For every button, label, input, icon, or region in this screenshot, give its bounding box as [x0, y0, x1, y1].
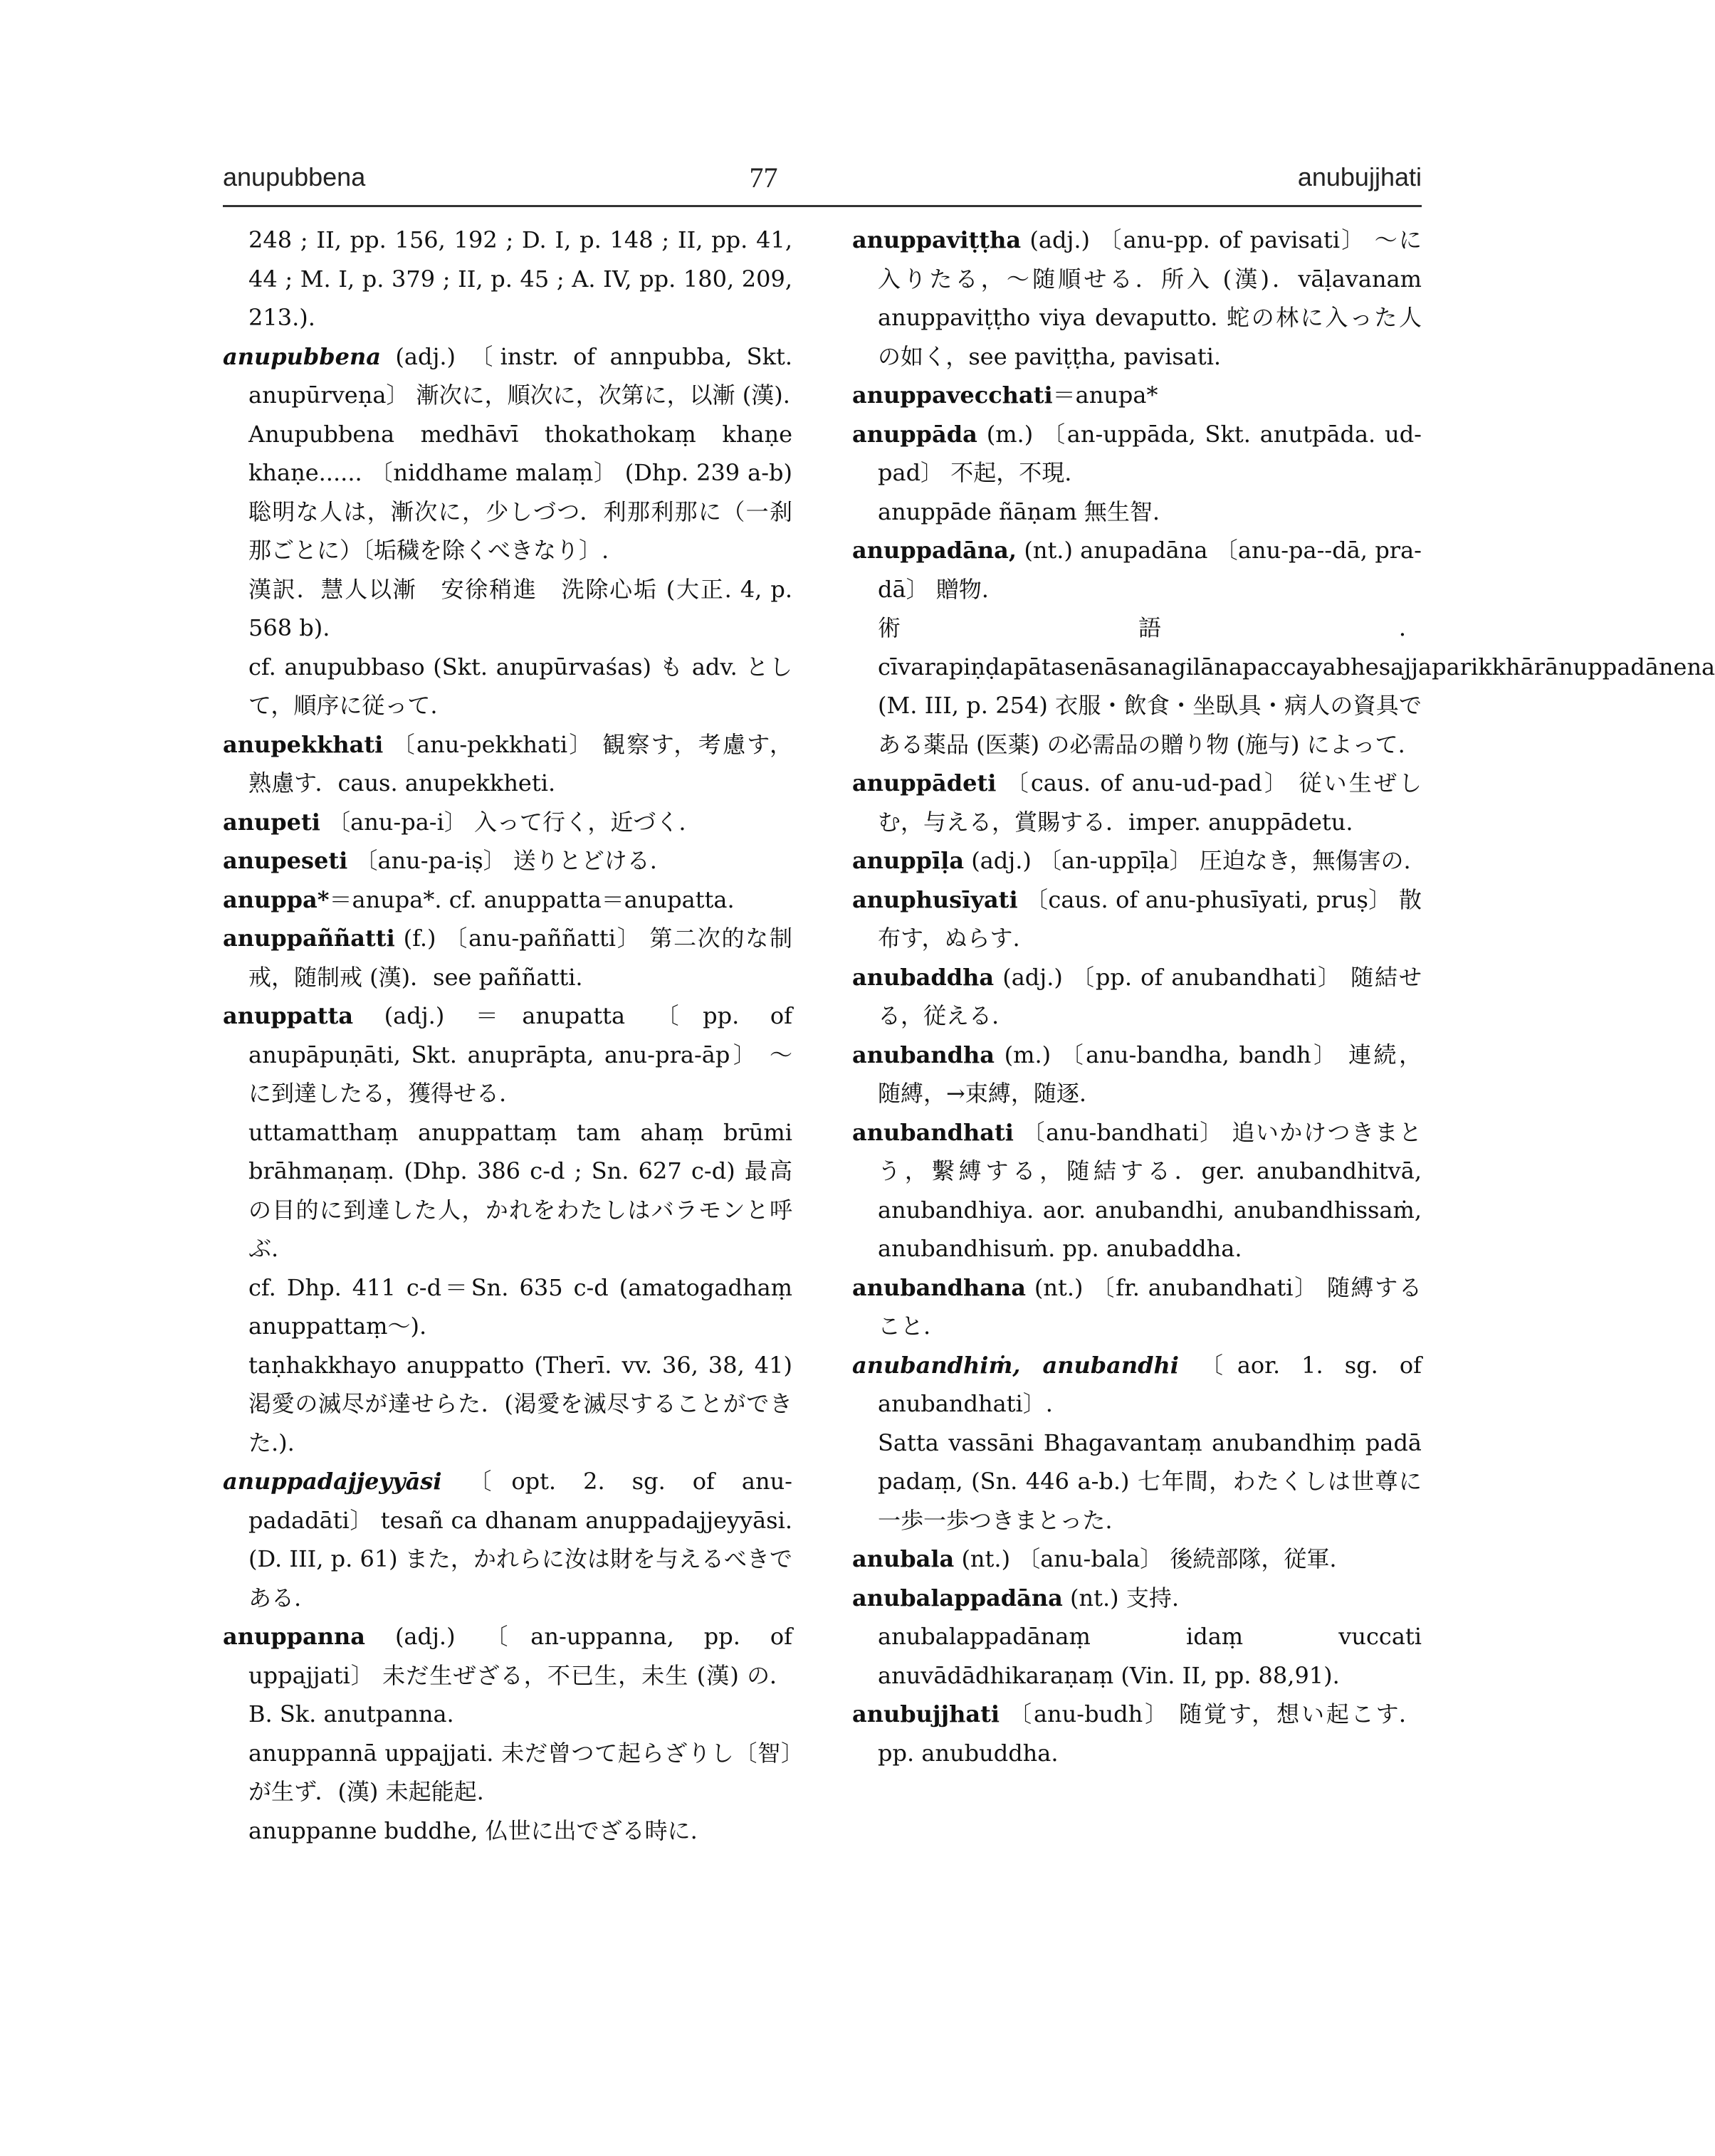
entry-headword: anuppaviṭṭha: [852, 226, 1022, 253]
entry-definition: 〔anu-budh〕 随覚す，想い起こす．pp. anubuddha.: [878, 1700, 1422, 1767]
entry-definition: 〔anu-bandhati〕 追いかけつきまとう，繫縛する，随結する．ger. anubandhitvā, anubandhiya. aor. anubandhi, anubandhissaṁ, anubandhisuṁ. pp. anubaddha.: [878, 1118, 1422, 1262]
entry-headword: anupeseti: [223, 847, 348, 874]
entry-definition: 〔anu-pekkhati〕 観察す，考慮す，熟慮す．caus. anupekkheti.: [248, 730, 792, 796]
entry-headword: anuppavecchati: [852, 382, 1053, 409]
entry-continuation: anubalappadānaṃ idaṃ vuccati anuvādādhikaraṇaṃ (Vin. II, pp. 88,91).: [878, 1623, 1422, 1689]
entry-headword: anuphusīyati: [852, 885, 1018, 913]
dictionary-entry: [223, 1462, 792, 1617]
entry-definition: (adj.) 〔instr. of annpubba, Skt. anupūrveṇa〕 漸次に，順次に，次第に，以漸 (漢).: [248, 342, 792, 409]
dictionary-entry: [223, 337, 792, 415]
dictionary-entry: [852, 1268, 1422, 1346]
entry-headword: anupeti: [223, 808, 320, 836]
entry-definition: ＝anupa*: [1052, 382, 1158, 409]
entry-definition: (nt.) 〔anu-bala〕 後続部隊，従軍.: [954, 1545, 1337, 1572]
entry-continuation: 漢訳．慧人以漸 安徐稍進 洗除心垢 (大正. 4, p. 568 b).: [248, 575, 792, 641]
dictionary-entry: [852, 880, 1422, 958]
entry-headword: anuppa*: [223, 885, 330, 913]
entry-definition: (adj.) ＝anupatta 〔pp. of anupāpuṇāti, Skt. anuprāpta, anu-pra-āp〕 〜に到達したる，獲得せる.: [248, 1002, 792, 1107]
dictionary-entry: [223, 880, 792, 920]
dictionary-entry: [852, 958, 1422, 1036]
entry-headword: anubandhati: [852, 1118, 1014, 1146]
entry-definition: (nt.) 〔fr. anubandhati〕 随縛すること.: [878, 1273, 1422, 1340]
entry-continuation: cf. Dhp. 411 c-d＝Sn. 635 c-d (amatogadhaṃ anuppattaṃ〜).: [248, 1273, 792, 1340]
entry-continuation: Anupubbena medhāvī thokathokaṃ khaṇe khaṇe...... 〔niddhame malaṃ〕 (Dhp. 239 a-b) 聡明な人は，漸次に，少しづつ．利那利那に（一刹那ごとに）〔垢穢を除くべきなり〕.: [248, 420, 792, 564]
entry-headword: anubala: [852, 1545, 955, 1572]
dictionary-entry: [223, 803, 792, 842]
dictionary-entry: [852, 841, 1422, 880]
entry-headword: anuppīḷa: [852, 847, 965, 874]
entry-headword: anubandhana: [852, 1273, 1027, 1301]
entry-definition: (adj.) 〔pp. of anubandhati〕 随結せる，従える.: [878, 963, 1422, 1029]
entry-continuation: anuppāde ñāṇam 無生智.: [878, 498, 1160, 525]
entry-definition: (adj.) 〔an-uppīḷa〕 圧迫なき，無傷害の.: [964, 847, 1411, 874]
entry-headword: anuppadajjeyyāsi: [223, 1468, 442, 1495]
entry-headword: anuppaññatti: [223, 925, 395, 952]
entry-definition: (adj.) 〔anu-pp. of pavisati〕 〜に入りたる，〜随順せる．所入 (漢)．vāḷavanam anuppaviṭṭho viya devaputto. 蛇の林に入った人の如く，see paviṭṭha, pavisati.: [878, 226, 1422, 370]
entry-headword: anubalappadāna: [852, 1584, 1063, 1611]
entry-continuation: uttamatthaṃ anuppattaṃ tam ahaṃ brūmi brāhmaṇaṃ. (Dhp. 386 c-d ; Sn. 627 c-d) 最高の目的に到達した人，かれをわたしはバラモンと呼ぶ.: [248, 1118, 792, 1262]
dictionary-entry: [852, 1113, 1422, 1268]
entry-headword: anuppadāna,: [852, 537, 1017, 564]
entry-headword: anupekkhati: [223, 730, 384, 758]
entry-headword: anuppāda: [852, 420, 977, 448]
entry-definition: 〔aor. 1. sg. of anubandhati〕.: [878, 1351, 1422, 1417]
entry-headword: anuppatta: [223, 1002, 354, 1029]
entry-definition: (m.) 〔anu-bandha, bandh〕 連続，随縛，→束縛，随逐.: [878, 1041, 1422, 1107]
entry-continuation: cf. anupubbaso (Skt. anupūrvaśas) も adv. として，順序に従って.: [248, 653, 792, 719]
entry-headword: anubandhiṁ, anubandhi: [852, 1351, 1179, 1379]
entry-headword: anuppādeti: [852, 769, 997, 796]
entry-definition: (nt.) anupadāna 〔anu-pa--dā, pra-dā〕 贈物.: [878, 537, 1422, 603]
entry-definition: 〔anu-pa-i〕 入って行く，近づく.: [320, 808, 686, 836]
entry-continuation: Satta vassāni Bhagavantaṃ anubandhiṃ padā padaṃ, (Sn. 446 a-b.) 七年間，わたくしは世尊に一歩一歩つきまとった.: [878, 1429, 1422, 1534]
dictionary-entry: [223, 919, 792, 997]
entry-headword: anubaddha: [852, 963, 995, 991]
entry-definition: 〔anu-pa-iṣ〕 送りとどける.: [347, 847, 657, 874]
dictionary-entry: [852, 1036, 1422, 1113]
entry-definition: 〔caus. of anu-ud-pad〕 従い生ぜしむ，与える，賞賜する．imper. anuppādetu.: [878, 769, 1422, 836]
entry-definition: (adj.) 〔an-uppanna, pp. of uppajjati〕 未だ生ぜざる，不已生，未生 (漢) の．B. Sk. anutpanna.: [248, 1623, 792, 1728]
dictionary-entry: [223, 841, 792, 880]
entry-headword: anubujjhati: [852, 1700, 1000, 1728]
right-column: [852, 221, 1715, 1772]
dictionary-entry: [852, 1540, 1422, 1579]
entry-continuation: 術語．cīvarapiṇḍapātasenāsanagilānapaccayabhesajjaparikkhārānuppadānena (M. III, p. 254) 衣服・飲食・坐臥具・病人の資具である薬品 (医薬) の必需品の贈り物 (施与) によって.: [878, 614, 1715, 758]
entry-headword: anupubbena: [223, 342, 382, 370]
entry-definition: 〔opt. 2. sg. of anu-padadāti〕 tesañ ca dhanam anuppadajjeyyāsi. (D. III, p. 61) また，かれらに汝は財を与えるべきである.: [248, 1468, 792, 1611]
entry-definition: (f.) 〔anu-paññatti〕 第二次的な制戒，随制戒 (漢)．see paññatti.: [248, 925, 792, 991]
running-head-left: anupubbena: [223, 162, 366, 191]
entry-definition: (m.) 〔an-uppāda, Skt. anutpāda. ud-pad〕 不起，不現.: [878, 420, 1422, 486]
dictionary-entry: [223, 997, 792, 1113]
dictionary-entry: [852, 415, 1422, 493]
dictionary-entry: [852, 764, 1422, 841]
dictionary-entry: [852, 1579, 1422, 1618]
header-rule: [223, 205, 1422, 207]
left-column: [223, 221, 792, 1850]
entry-continuation: anuppannā uppajjati. 未だ曾つて起らざりし〔智〕が生ず．(漢) 未起能起.: [248, 1739, 792, 1805]
entry-headword: anuppanna: [223, 1623, 366, 1650]
page-number: 77: [749, 162, 778, 194]
running-head-right: anubujjhati: [1297, 162, 1422, 191]
entry-continuation: taṇhakkhayo anuppatto (Therī. vv. 36, 38, 41) 渇愛の滅尽が達せらた．(渇愛を滅尽することができた.).: [248, 1351, 792, 1456]
entry-definition: (nt.) 支持.: [1062, 1584, 1179, 1611]
dictionary-entry: [852, 1346, 1422, 1424]
dictionary-entry: [852, 531, 1422, 609]
dictionary-entry: [223, 1617, 792, 1734]
entry-definition: ＝anupa*. cf. anuppatta＝anupatta.: [329, 885, 735, 913]
dictionary-entry: [852, 376, 1422, 415]
dictionary-entry: [852, 221, 1422, 376]
entry-headword: anubandha: [852, 1041, 995, 1068]
entry-continuation: 248 ; II, pp. 156, 192 ; D. I, p. 148 ; II, pp. 41, 44 ; M. I, p. 379 ; II, p. 45 ; A. IV, pp. 180, 209, 213.).: [248, 226, 792, 331]
entry-continuation: anuppanne buddhe, 仏世に出でざる時に.: [248, 1816, 698, 1844]
entry-definition: 〔caus. of anu-phusīyati, pruṣ〕 散布す，ぬらす.: [878, 885, 1422, 952]
dictionary-entry: [223, 725, 792, 803]
dictionary-entry: [852, 1695, 1422, 1772]
